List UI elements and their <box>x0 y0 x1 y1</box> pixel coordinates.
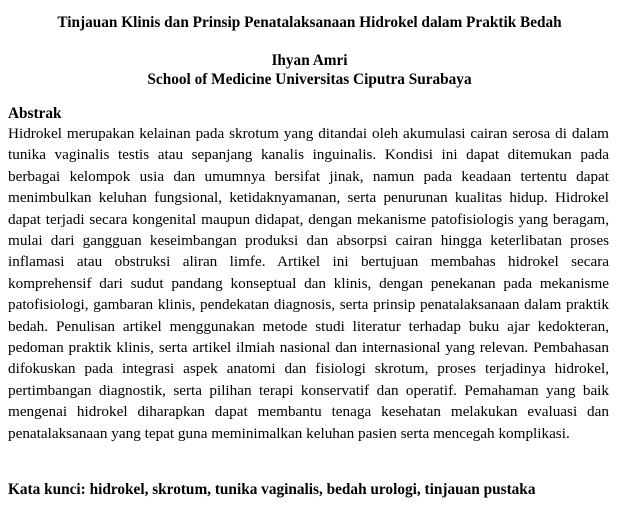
paper-title: Tinjauan Klinis dan Prinsip Penatalaksanaan Hidrokel dalam Praktik Bedah <box>57 14 562 31</box>
author-name: Ihyan Amri <box>271 52 348 69</box>
author-affiliation: School of Medicine Universitas Ciputra Surabaya <box>147 71 472 88</box>
abstract-body: Hidrokel merupakan kelainan pada skrotum yang ditandai oleh akumulasi cairan serosa di dalam tunika vaginalis testis atau sepanjang kanalis inguinalis. Kondisi ini dapat ditemukan pada berbagai kelompok usia dan umumnya bersifat jinak, namun pada keadaan tertentu dapat menimbulkan keluhan fungsional, ketidaknyamanan, serta penurunan kualitas hidup. Hidrokel dapat terjadi secara kongenital maupun didapat, dengan mekanisme patofisiologis yang beragam, mulai dari gangguan keseimbangan produksi dan absorpsi cairan hingga keterlibatan proses inflamasi atau obstruksi aliran limfe. Artikel ini bertujuan membahas hidrokel secara komprehensif dari sudut pandang konseptual dan klinis, dengan penekanan pada mekanisme patofisiologi, gambaran klinis, pendekatan diagnosis, serta prinsip penatalaksanaan dalam praktik bedah. Penulisan artikel menggunakan metode studi literatur terhadap buku ajar kedokteran, pedoman praktik klinis, serta artikel ilmiah nasional dan internasional yang relevan. Pembahasan difokuskan pada integrasi aspek anatomi dan fisiologi skrotum, proses terjadinya hidrokel, pertimbangan diagnostik, serta pilihan terapi konservatif dan operatif. Pemahaman yang baik mengenai hidrokel diharapkan dapat membantu tenaga kesehatan melakukan evaluasi dan penatalaksanaan yang tepat guna meminimalkan keluhan pasien serta mencegah komplikasi. <box>8 125 609 442</box>
keywords-line: Kata kunci: hidrokel, skrotum, tunika vaginalis, bedah urologi, tinjauan pustaka <box>8 481 536 498</box>
abstract-heading: Abstrak <box>8 105 62 122</box>
